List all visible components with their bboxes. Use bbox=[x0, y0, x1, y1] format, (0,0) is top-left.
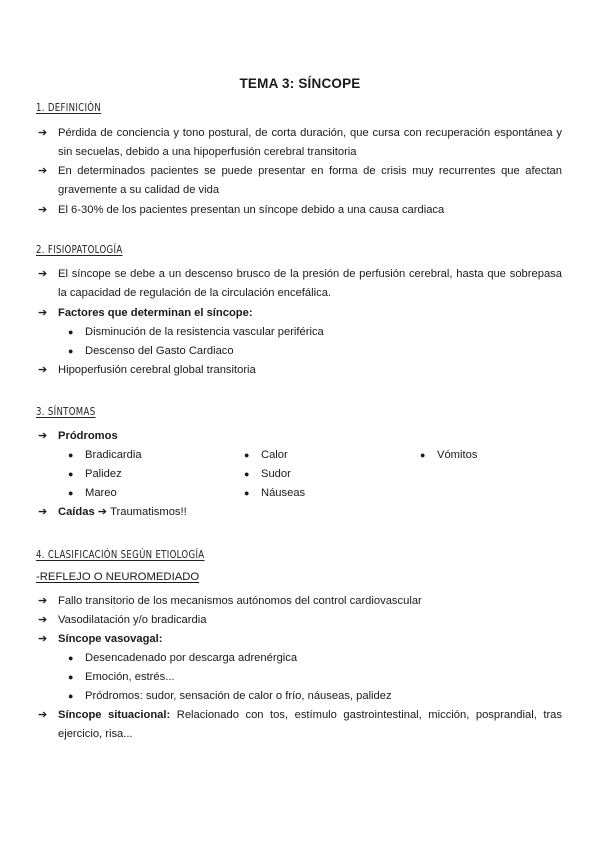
bullet-text: Vómitos bbox=[437, 449, 478, 461]
arrow-icon: ➔ bbox=[38, 709, 48, 721]
bullet-text: Sudor bbox=[261, 468, 291, 480]
list-item bbox=[38, 592, 562, 611]
arrow-icon: ➔ bbox=[38, 633, 48, 645]
bullet-text: Mareo bbox=[85, 487, 117, 499]
list-item bbox=[38, 162, 562, 200]
prodromos-label: Pródromos bbox=[58, 430, 118, 442]
item-text: En determinados pacientes se puede presentar en forma de crisis muy recurrentes que afectan gravemente a su calidad de vida bbox=[58, 165, 562, 196]
item-text: Vasodilatación y/o bradicardia bbox=[58, 614, 207, 626]
caidas-text: Traumatismos!! bbox=[110, 506, 187, 518]
bullet-item bbox=[68, 649, 297, 668]
list-item bbox=[38, 361, 562, 380]
bullet-text: Bradicardia bbox=[85, 449, 142, 461]
list-item bbox=[38, 265, 562, 303]
list-item bbox=[38, 706, 562, 744]
list-item bbox=[38, 630, 562, 649]
bullet-text: Descenso del Gasto Cardiaco bbox=[85, 345, 234, 357]
bullet-item bbox=[68, 484, 117, 503]
bullet-icon: ● bbox=[420, 450, 426, 460]
factores-label: Factores que determinan el síncope: bbox=[58, 307, 253, 319]
arrow-icon: ➔ bbox=[38, 204, 48, 216]
bullet-item bbox=[244, 446, 288, 465]
bullet-icon: ● bbox=[68, 469, 74, 479]
arrow-icon: ➔ bbox=[38, 506, 48, 518]
bullet-item bbox=[68, 323, 324, 342]
bullet-icon: ● bbox=[68, 327, 74, 337]
bullet-text: Desencadenado por descarga adrenérgica bbox=[85, 652, 298, 664]
item-text: Hipoperfusión cerebral global transitoria bbox=[58, 364, 256, 376]
arrow-icon: ➔ bbox=[38, 430, 48, 442]
bullet-icon: ● bbox=[68, 450, 74, 460]
list-item bbox=[38, 503, 562, 522]
arrow-icon: ➔ bbox=[97, 506, 108, 518]
bullet-item bbox=[68, 342, 234, 361]
vasovagal-label: Síncope vasovagal: bbox=[58, 633, 163, 645]
arrow-icon: ➔ bbox=[38, 127, 48, 139]
section-heading-clasificacion: 4. CLASIFICACIÓN SEGÚN ETIOLOGÍA bbox=[36, 548, 205, 561]
list-item bbox=[38, 611, 562, 630]
bullet-icon: ● bbox=[68, 346, 74, 356]
bullet-item bbox=[244, 484, 305, 503]
bullet-icon: ● bbox=[244, 488, 250, 498]
bullet-text: Náuseas bbox=[261, 487, 306, 499]
list-item bbox=[38, 304, 562, 323]
bullet-icon: ● bbox=[244, 450, 250, 460]
list-item bbox=[38, 427, 562, 446]
bullet-icon: ● bbox=[244, 469, 250, 479]
bullet-icon: ● bbox=[68, 691, 74, 701]
situacional-text: Relacionado con tos, estímulo gastrointestinal, micción, posprandial, tras ejercicio, risa... bbox=[58, 709, 562, 740]
arrow-icon: ➔ bbox=[38, 595, 48, 607]
subheading-reflejo: -REFLEJO O NEUROMEDIADO bbox=[36, 571, 200, 583]
document-title: TEMA 3: SÍNCOPE bbox=[239, 76, 361, 91]
bullet-text: Pródromos: sudor, sensación de calor o frío, náuseas, palidez bbox=[85, 690, 392, 702]
item-text: Pérdida de conciencia y tono postural, de corta duración, que cursa con recuperación espontánea y sin secuelas, debido a una hipoperfusión cerebral transitoria bbox=[58, 127, 562, 158]
item-text: El síncope se debe a un descenso brusco de la presión de perfusión cerebral, hasta que sobrepasa la capacidad de regulación de la circulación encefálica. bbox=[58, 268, 562, 299]
section-heading-definicion: 1. DEFINICIÓN bbox=[36, 101, 102, 114]
item-text: El 6-30% de los pacientes presentan un síncope debido a una causa cardiaca bbox=[58, 204, 445, 216]
section-heading-fisiopatologia: 2. FISIOPATOLOGÍA bbox=[36, 243, 123, 256]
bullet-icon: ● bbox=[68, 488, 74, 498]
arrow-icon: ➔ bbox=[38, 364, 48, 376]
bullet-text: Calor bbox=[261, 449, 288, 461]
arrow-icon: ➔ bbox=[38, 307, 48, 319]
arrow-icon: ➔ bbox=[38, 614, 48, 626]
bullet-item bbox=[68, 668, 175, 687]
item-text: Fallo transitorio de los mecanismos autónomos del control cardiovascular bbox=[58, 595, 422, 607]
bullet-item bbox=[68, 465, 122, 484]
bullet-icon: ● bbox=[68, 672, 74, 682]
list-item bbox=[38, 201, 562, 220]
arrow-icon: ➔ bbox=[38, 165, 48, 177]
bullet-item bbox=[420, 446, 477, 465]
bullet-text: Palidez bbox=[85, 468, 122, 480]
bullet-item bbox=[244, 465, 291, 484]
bullet-icon: ● bbox=[68, 653, 74, 663]
bullet-item bbox=[68, 687, 392, 706]
bullet-item bbox=[68, 446, 142, 465]
caidas-label: Caídas bbox=[58, 506, 95, 518]
list-item bbox=[38, 124, 562, 162]
section-heading-sintomas: 3. SÍNTOMAS bbox=[36, 405, 96, 418]
bullet-text: Emoción, estrés... bbox=[85, 671, 175, 683]
bullet-text: Disminución de la resistencia vascular periférica bbox=[85, 326, 324, 338]
situacional-label: Síncope situacional: bbox=[58, 709, 171, 721]
arrow-icon: ➔ bbox=[38, 268, 48, 280]
